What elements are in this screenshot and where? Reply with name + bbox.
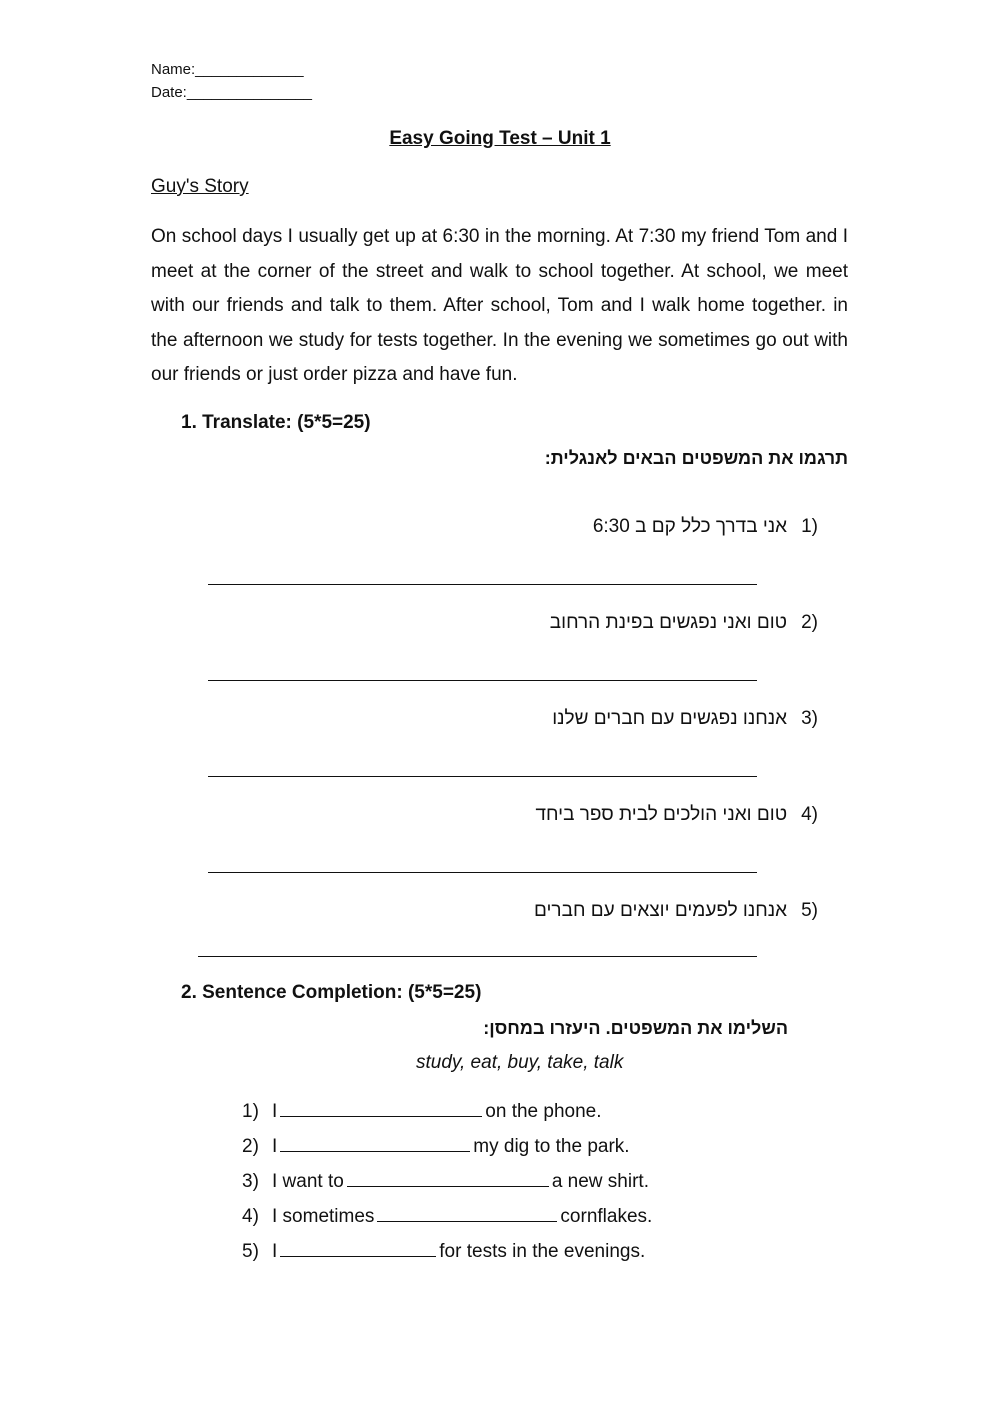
translate-item-text: טום ואני נפגשים בפינת הרחוב	[549, 612, 788, 633]
translate-item-number: (2	[801, 612, 818, 633]
translate-item-2	[550, 612, 818, 634]
translate-item-number: (5	[801, 900, 818, 921]
completion-after: a new shirt.	[551, 1171, 649, 1192]
completion-item-number: 2)	[242, 1136, 259, 1157]
translate-item-5	[534, 900, 818, 922]
answer-line-5[interactable]	[198, 956, 757, 957]
answer-line-2[interactable]	[208, 680, 757, 681]
section2-heading: 2. Sentence Completion: (5*5=25)	[181, 982, 482, 1003]
completion-after: on the phone.	[485, 1101, 602, 1122]
translate-item-number: (1	[801, 516, 818, 537]
page-title: Easy Going Test – Unit 1	[389, 128, 611, 149]
completion-item-number: 5)	[242, 1241, 259, 1262]
completion-before: I sometimes	[272, 1206, 375, 1227]
translate-item-text: טום ואני הולכים לבית ספר ביחד	[535, 804, 788, 825]
completion-after: my dig to the park.	[473, 1136, 630, 1157]
section1-heading: 1. Translate: (5*5=25)	[181, 412, 371, 433]
translate-item-text: אנחנו נפגשים עם חברים שלנו	[552, 708, 788, 729]
completion-item-5	[242, 1238, 645, 1263]
answer-line-4[interactable]	[208, 872, 757, 873]
completion-blank-5[interactable]	[280, 1238, 436, 1257]
name-field-label: Name:_____________	[151, 61, 304, 78]
translate-item-1	[593, 516, 818, 538]
completion-item-2	[242, 1133, 630, 1158]
section2-instruction: השלימו את המשפטים. היעזרו במחסן:	[483, 1018, 788, 1038]
translate-item-text: אנחנו לפעמים יוצאים עם חברים	[533, 900, 788, 921]
completion-before: I	[272, 1101, 278, 1122]
answer-line-1[interactable]	[208, 584, 757, 585]
translate-item-number: (3	[801, 708, 818, 729]
date-field-label: Date:_______________	[151, 84, 312, 101]
completion-before: I	[272, 1136, 278, 1157]
translate-item-3	[552, 708, 818, 730]
answer-line-3[interactable]	[208, 776, 757, 777]
completion-after: for tests in the evenings.	[439, 1241, 646, 1262]
completion-before: I	[272, 1241, 278, 1262]
completion-item-number: 4)	[242, 1206, 259, 1227]
completion-blank-3[interactable]	[347, 1168, 549, 1187]
translate-item-text: אני בדרך כלל קם ב 6:30	[592, 516, 788, 537]
completion-blank-4[interactable]	[377, 1203, 557, 1222]
word-bank: study, eat, buy, take, talk	[416, 1052, 624, 1073]
completion-blank-1[interactable]	[280, 1098, 482, 1117]
completion-blank-2[interactable]	[280, 1133, 470, 1152]
completion-item-4	[242, 1203, 652, 1228]
story-paragraph: On school days I usually get up at 6:30 in the morning. At 7:30 my friend Tom and I meet at the corner of the street and walk to school together. At school, we meet with our friends and talk to them. After school, Tom and I walk home together. in the afternoon we study for tests together. In the evening we sometimes go out with our friends or just order pizza and have fun.	[151, 226, 848, 386]
completion-item-1	[242, 1098, 602, 1123]
completion-item-3	[242, 1168, 649, 1193]
completion-after: cornflakes.	[560, 1206, 653, 1227]
section1-instruction: תרגמו את המשפטים הבאים לאנגלית:	[544, 448, 848, 468]
completion-item-number: 3)	[242, 1171, 259, 1192]
translate-item-number: (4	[801, 804, 818, 825]
completion-before: I want to	[272, 1171, 344, 1192]
translate-item-4	[536, 804, 819, 826]
completion-item-number: 1)	[242, 1101, 259, 1122]
story-title: Guy's Story	[151, 176, 249, 197]
